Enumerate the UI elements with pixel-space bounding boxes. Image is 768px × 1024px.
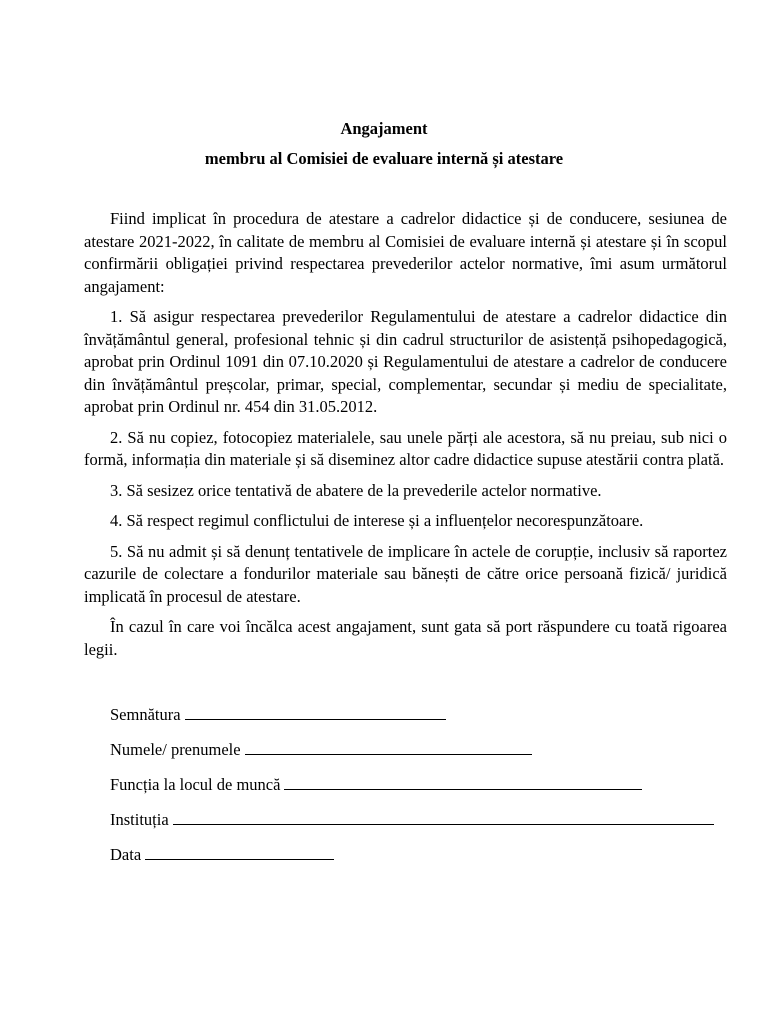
signature-field — [110, 702, 714, 726]
date-field — [110, 842, 714, 866]
institution-field — [110, 807, 714, 831]
signature-line[interactable] — [185, 702, 446, 720]
document-subtitle: membru al Comisiei de evaluare internă și atestare — [204, 149, 564, 168]
signature-fields — [110, 702, 714, 877]
institution-label: Instituția — [110, 810, 169, 829]
name-line[interactable] — [245, 737, 532, 755]
date-label: Data — [110, 845, 142, 864]
intro-paragraph: Fiind implicat în procedura de atestare a cadrelor didactice și de conducere, sesiunea de atestare 2021-2022, în calitate de membru al Comisiei de evaluare internă și atestare și în scopul confirmării obligației privind respectarea prevederilor actelor normative, îmi asum următorul angajament: — [84, 209, 727, 296]
document-body — [84, 208, 727, 669]
name-label: Numele/ prenumele — [110, 740, 241, 759]
clause-5: 5. Să nu admit și să denunț tentativele de implicare în actele de corupție, inclusiv să raportez cazurile de colectare a fondurilor materiale sau bănești de către orice persoană fizică/ juridică implicată în procesul de atestare. — [84, 541, 727, 606]
institution-line[interactable] — [173, 807, 714, 825]
closing-paragraph: În cazul în care voi încălca acest angajament, sunt gata să port răspundere cu toată rigoarea legii. — [84, 617, 727, 659]
date-line[interactable] — [145, 842, 334, 860]
position-field — [110, 772, 714, 796]
document-title: Angajament — [340, 119, 428, 138]
position-line[interactable] — [284, 772, 642, 790]
position-label: Funcția la locul de muncă — [110, 775, 281, 794]
clause-4: 4. Să respect regimul conflictului de interese și a influențelor necorespunzătoare. — [110, 511, 644, 530]
signature-label: Semnătura — [110, 705, 181, 724]
name-field — [110, 737, 714, 761]
clause-1: 1. Să asigur respectarea prevederilor Regulamentului de atestare a cadrelor didactice din învățământul general, profesional tehnic și din cadrul structurilor de asistență psihopedagogică, aprobat prin Ordinul 1091 din 07.10.2020 și Regulamentului de atestare a cadrelor de conducere din învățământul preșcolar, primar, special, complementar, secundar și mediu de specialitate, aprobat prin Ordinul nr. 454 din 31.05.2012. — [84, 307, 727, 416]
clause-3: 3. Să sesizez orice tentativă de abatere de la prevederile actelor normative. — [110, 480, 602, 500]
clause-2: 2. Să nu copiez, fotocopiez materialele, sau unele părți ale acestora, să nu preiau, sub nici o formă, informația din materiale și să diseminez altor cadre didactice supuse atestării contra plată. — [84, 427, 727, 469]
